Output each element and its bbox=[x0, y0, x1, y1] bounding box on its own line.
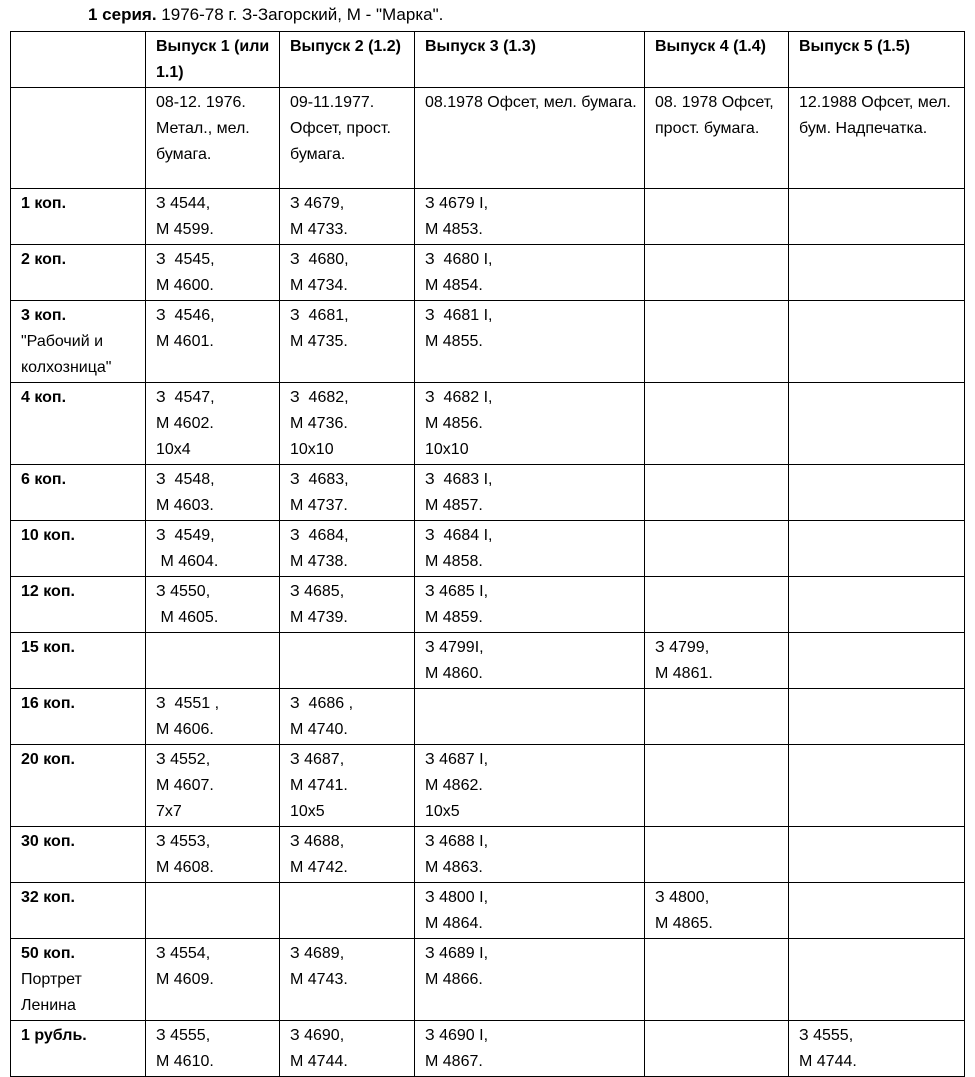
catalog-cell-issue-5 bbox=[789, 521, 965, 577]
header-cell-issue-1: Выпуск 1 (или 1.1) bbox=[146, 32, 280, 88]
catalog-cell-issue-2 bbox=[280, 633, 415, 689]
catalog-cell-issue-1 bbox=[146, 1021, 280, 1077]
denomination-label: 16 коп. bbox=[21, 695, 75, 712]
catalog-cell-issue-4 bbox=[645, 189, 789, 245]
denomination-cell bbox=[11, 301, 146, 383]
header-cell bbox=[11, 32, 146, 88]
catalog-number: З 4544, bbox=[156, 195, 211, 212]
table-row bbox=[11, 301, 965, 383]
info-cell bbox=[11, 88, 146, 189]
catalog-number: З 4688 I, bbox=[425, 833, 489, 850]
title-rest: 1976-78 г. З-Загорский, М - "Марка". bbox=[156, 5, 444, 24]
catalog-cell-issue-2 bbox=[280, 939, 415, 1021]
catalog-cell-issue-1 bbox=[146, 245, 280, 301]
catalog-cell-issue-4 bbox=[645, 245, 789, 301]
catalog-number: М 4603. bbox=[156, 497, 214, 514]
catalog-number: М 4860. bbox=[425, 665, 483, 682]
catalog-cell-issue-3 bbox=[415, 383, 645, 465]
catalog-cell-issue-2 bbox=[280, 189, 415, 245]
denomination-cell bbox=[11, 465, 146, 521]
catalog-cell-issue-4 bbox=[645, 383, 789, 465]
catalog-cell-issue-4 bbox=[645, 577, 789, 633]
catalog-number: З 4549, bbox=[156, 527, 215, 544]
catalog-number: З 4799, bbox=[655, 639, 710, 656]
catalog-number: З 4685 I, bbox=[425, 583, 489, 600]
catalog-number: М 4735. bbox=[290, 333, 348, 350]
catalog-number: М 4600. bbox=[156, 277, 214, 294]
catalog-number: М 4605. bbox=[156, 609, 219, 626]
stamp-catalog-table bbox=[10, 31, 965, 1077]
denomination-label: 1 коп. bbox=[21, 195, 67, 212]
catalog-cell-issue-4 bbox=[645, 745, 789, 827]
catalog-number: З 4681, bbox=[290, 307, 349, 324]
denomination-cell bbox=[11, 827, 146, 883]
denomination-cell bbox=[11, 383, 146, 465]
catalog-cell-issue-2 bbox=[280, 383, 415, 465]
catalog-number: 10x10 bbox=[425, 441, 469, 458]
catalog-number: М 4853. bbox=[425, 221, 483, 238]
catalog-number: М 4734. bbox=[290, 277, 348, 294]
denomination-label: 3 коп. bbox=[21, 307, 67, 324]
catalog-number: М 4601. bbox=[156, 333, 214, 350]
table-row bbox=[11, 633, 965, 689]
catalog-number: З 4689, bbox=[290, 945, 345, 962]
table-row bbox=[11, 689, 965, 745]
catalog-cell-issue-5 bbox=[789, 465, 965, 521]
catalog-cell-issue-4 bbox=[645, 521, 789, 577]
catalog-number: М 4859. bbox=[425, 609, 483, 626]
table-row bbox=[11, 245, 965, 301]
catalog-number: М 4858. bbox=[425, 553, 483, 570]
catalog-number: З 4548, bbox=[156, 471, 215, 488]
catalog-number: З 4551 , bbox=[156, 695, 220, 712]
catalog-cell-issue-5 bbox=[789, 245, 965, 301]
catalog-number: З 4555, bbox=[799, 1027, 854, 1044]
catalog-number: З 4690, bbox=[290, 1027, 345, 1044]
catalog-cell-issue-3 bbox=[415, 827, 645, 883]
catalog-number: 10x5 bbox=[290, 803, 325, 820]
catalog-number: М 4861. bbox=[655, 665, 713, 682]
catalog-cell-issue-3 bbox=[415, 521, 645, 577]
denomination-subject: Портрет Ленина bbox=[21, 971, 82, 1014]
catalog-number: З 4800 I, bbox=[425, 889, 489, 906]
catalog-cell-issue-5 bbox=[789, 745, 965, 827]
catalog-number: 10x5 bbox=[425, 803, 460, 820]
catalog-number: М 4733. bbox=[290, 221, 348, 238]
catalog-cell-issue-1 bbox=[146, 883, 280, 939]
catalog-cell-issue-2 bbox=[280, 577, 415, 633]
catalog-number: М 4744. bbox=[290, 1053, 348, 1070]
catalog-number: М 4855. bbox=[425, 333, 483, 350]
catalog-cell-issue-2 bbox=[280, 883, 415, 939]
catalog-number: М 4606. bbox=[156, 721, 214, 738]
table-row bbox=[11, 939, 965, 1021]
title-bold: 1 серия. bbox=[88, 5, 157, 24]
catalog-number: З 4555, bbox=[156, 1027, 211, 1044]
table-row bbox=[11, 521, 965, 577]
catalog-cell-issue-2 bbox=[280, 245, 415, 301]
catalog-cell-issue-2 bbox=[280, 745, 415, 827]
catalog-number: М 4743. bbox=[290, 971, 348, 988]
catalog-cell-issue-1 bbox=[146, 689, 280, 745]
catalog-number: М 4867. bbox=[425, 1053, 483, 1070]
catalog-number: З 4550, bbox=[156, 583, 211, 600]
catalog-number: З 4554, bbox=[156, 945, 211, 962]
catalog-number: М 4857. bbox=[425, 497, 483, 514]
catalog-cell-issue-1 bbox=[146, 939, 280, 1021]
catalog-cell-issue-2 bbox=[280, 301, 415, 383]
catalog-number: З 4684 I, bbox=[425, 527, 493, 544]
denomination-label: 50 коп. bbox=[21, 945, 75, 962]
catalog-number: З 4545, bbox=[156, 251, 215, 268]
catalog-number: З 4682 I, bbox=[425, 389, 493, 406]
catalog-number: З 4690 I, bbox=[425, 1027, 489, 1044]
header-cell-issue-5: Выпуск 5 (1.5) bbox=[789, 32, 965, 88]
catalog-cell-issue-5 bbox=[789, 577, 965, 633]
denomination-label: 1 рубль. bbox=[21, 1027, 87, 1044]
denomination-label: 12 коп. bbox=[21, 583, 75, 600]
catalog-number: 10x10 bbox=[290, 441, 334, 458]
catalog-number: М 4865. bbox=[655, 915, 713, 932]
denomination-cell bbox=[11, 245, 146, 301]
denomination-cell bbox=[11, 745, 146, 827]
denomination-cell bbox=[11, 939, 146, 1021]
catalog-number: М 4744. bbox=[799, 1053, 857, 1070]
catalog-cell-issue-3 bbox=[415, 883, 645, 939]
catalog-cell-issue-4 bbox=[645, 689, 789, 745]
denomination-cell bbox=[11, 577, 146, 633]
catalog-number: М 4862. bbox=[425, 777, 483, 794]
catalog-cell-issue-1 bbox=[146, 521, 280, 577]
catalog-number: З 4553, bbox=[156, 833, 211, 850]
catalog-number: З 4688, bbox=[290, 833, 345, 850]
denomination-label: 30 коп. bbox=[21, 833, 75, 850]
catalog-number: М 4739. bbox=[290, 609, 348, 626]
catalog-cell-issue-3 bbox=[415, 633, 645, 689]
catalog-number: М 4608. bbox=[156, 859, 214, 876]
catalog-cell-issue-1 bbox=[146, 633, 280, 689]
info-cell-issue-5: 12.1988 Офсет, мел. бум. Надпечатка. bbox=[789, 88, 965, 189]
catalog-cell-issue-4 bbox=[645, 1021, 789, 1077]
catalog-number: М 4610. bbox=[156, 1053, 214, 1070]
catalog-number: М 4599. bbox=[156, 221, 214, 238]
catalog-number: З 4682, bbox=[290, 389, 349, 406]
catalog-number: З 4679, bbox=[290, 195, 345, 212]
catalog-number: З 4683 I, bbox=[425, 471, 493, 488]
header-cell-issue-2: Выпуск 2 (1.2) bbox=[280, 32, 415, 88]
catalog-number: З 4547, bbox=[156, 389, 215, 406]
catalog-number: М 4854. bbox=[425, 277, 483, 294]
catalog-cell-issue-4 bbox=[645, 883, 789, 939]
catalog-number: З 4681 I, bbox=[425, 307, 493, 324]
catalog-number: 7x7 bbox=[156, 803, 182, 820]
header-cell-issue-3: Выпуск 3 (1.3) bbox=[415, 32, 645, 88]
catalog-cell-issue-3 bbox=[415, 939, 645, 1021]
catalog-cell-issue-3 bbox=[415, 465, 645, 521]
catalog-cell-issue-4 bbox=[645, 301, 789, 383]
info-cell-issue-2: 09-11.1977. Офсет, прост. бумага. bbox=[280, 88, 415, 189]
catalog-cell-issue-2 bbox=[280, 689, 415, 745]
catalog-number: М 4736. bbox=[290, 415, 348, 432]
info-cell-issue-4: 08. 1978 Офсет, прост. бумага. bbox=[645, 88, 789, 189]
denomination-cell bbox=[11, 883, 146, 939]
catalog-number: З 4685, bbox=[290, 583, 345, 600]
table-row bbox=[11, 189, 965, 245]
denomination-label: 4 коп. bbox=[21, 389, 67, 406]
catalog-number: З 4686 , bbox=[290, 695, 354, 712]
catalog-cell-issue-1 bbox=[146, 189, 280, 245]
catalog-cell-issue-1 bbox=[146, 745, 280, 827]
catalog-cell-issue-1 bbox=[146, 827, 280, 883]
catalog-cell-issue-3 bbox=[415, 245, 645, 301]
denomination-label: 6 коп. bbox=[21, 471, 67, 488]
denomination-cell bbox=[11, 1021, 146, 1077]
table-row bbox=[11, 1021, 965, 1077]
catalog-cell-issue-3 bbox=[415, 689, 645, 745]
catalog-cell-issue-2 bbox=[280, 827, 415, 883]
catalog-cell-issue-5 bbox=[789, 1021, 965, 1077]
header-row bbox=[11, 32, 965, 88]
table-row bbox=[11, 745, 965, 827]
table-body bbox=[11, 32, 965, 1077]
catalog-cell-issue-5 bbox=[789, 189, 965, 245]
catalog-cell-issue-3 bbox=[415, 1021, 645, 1077]
catalog-cell-issue-1 bbox=[146, 465, 280, 521]
catalog-cell-issue-5 bbox=[789, 383, 965, 465]
catalog-cell-issue-3 bbox=[415, 745, 645, 827]
catalog-number: З 4683, bbox=[290, 471, 349, 488]
denomination-label: 32 коп. bbox=[21, 889, 75, 906]
denomination-cell bbox=[11, 633, 146, 689]
catalog-cell-issue-1 bbox=[146, 577, 280, 633]
denomination-cell bbox=[11, 689, 146, 745]
catalog-cell-issue-2 bbox=[280, 465, 415, 521]
info-row bbox=[11, 88, 965, 189]
catalog-cell-issue-5 bbox=[789, 827, 965, 883]
catalog-number: М 4863. bbox=[425, 859, 483, 876]
catalog-number: З 4687 I, bbox=[425, 751, 489, 768]
denomination-subject: "Рабочий и колхозница" bbox=[21, 333, 112, 376]
catalog-number: М 4607. bbox=[156, 777, 214, 794]
denomination-label: 20 коп. bbox=[21, 751, 75, 768]
catalog-cell-issue-4 bbox=[645, 939, 789, 1021]
catalog-number: М 4864. bbox=[425, 915, 483, 932]
catalog-number: З 4799I, bbox=[425, 639, 484, 656]
catalog-number: М 4856. bbox=[425, 415, 483, 432]
catalog-number: З 4679 I, bbox=[425, 195, 489, 212]
page-title bbox=[88, 4, 443, 26]
catalog-number: М 4609. bbox=[156, 971, 214, 988]
catalog-cell-issue-1 bbox=[146, 301, 280, 383]
denomination-label: 10 коп. bbox=[21, 527, 75, 544]
catalog-cell-issue-5 bbox=[789, 883, 965, 939]
catalog-number: З 4680, bbox=[290, 251, 349, 268]
catalog-number: З 4546, bbox=[156, 307, 215, 324]
table-row bbox=[11, 577, 965, 633]
catalog-cell-issue-5 bbox=[789, 689, 965, 745]
catalog-number: З 4687, bbox=[290, 751, 345, 768]
catalog-number: 10x4 bbox=[156, 441, 191, 458]
catalog-number: М 4741. bbox=[290, 777, 348, 794]
denomination-label: 15 коп. bbox=[21, 639, 75, 656]
denomination-label: 2 коп. bbox=[21, 251, 67, 268]
catalog-cell-issue-3 bbox=[415, 301, 645, 383]
catalog-cell-issue-4 bbox=[645, 827, 789, 883]
catalog-cell-issue-1 bbox=[146, 383, 280, 465]
table-row bbox=[11, 465, 965, 521]
info-cell-issue-3: 08.1978 Офсет, мел. бумага. bbox=[415, 88, 645, 189]
catalog-number: М 4738. bbox=[290, 553, 348, 570]
catalog-number: М 4742. bbox=[290, 859, 348, 876]
catalog-number: З 4800, bbox=[655, 889, 710, 906]
catalog-number: М 4604. bbox=[156, 553, 219, 570]
catalog-cell-issue-2 bbox=[280, 1021, 415, 1077]
catalog-number: З 4684, bbox=[290, 527, 349, 544]
catalog-cell-issue-3 bbox=[415, 577, 645, 633]
catalog-cell-issue-3 bbox=[415, 189, 645, 245]
info-cell-issue-1: 08-12. 1976. Метал., мел. бумага. bbox=[146, 88, 280, 189]
catalog-number: З 4689 I, bbox=[425, 945, 489, 962]
table-row bbox=[11, 383, 965, 465]
catalog-cell-issue-5 bbox=[789, 301, 965, 383]
catalog-number: З 4552, bbox=[156, 751, 211, 768]
catalog-cell-issue-2 bbox=[280, 521, 415, 577]
table-row bbox=[11, 883, 965, 939]
catalog-cell-issue-4 bbox=[645, 633, 789, 689]
catalog-cell-issue-4 bbox=[645, 465, 789, 521]
denomination-cell bbox=[11, 521, 146, 577]
catalog-cell-issue-5 bbox=[789, 939, 965, 1021]
catalog-number: М 4866. bbox=[425, 971, 483, 988]
catalog-number: М 4740. bbox=[290, 721, 348, 738]
denomination-cell bbox=[11, 189, 146, 245]
catalog-number: З 4680 I, bbox=[425, 251, 493, 268]
table-row bbox=[11, 827, 965, 883]
catalog-cell-issue-5 bbox=[789, 633, 965, 689]
catalog-number: М 4602. bbox=[156, 415, 214, 432]
catalog-number: М 4737. bbox=[290, 497, 348, 514]
header-cell-issue-4: Выпуск 4 (1.4) bbox=[645, 32, 789, 88]
